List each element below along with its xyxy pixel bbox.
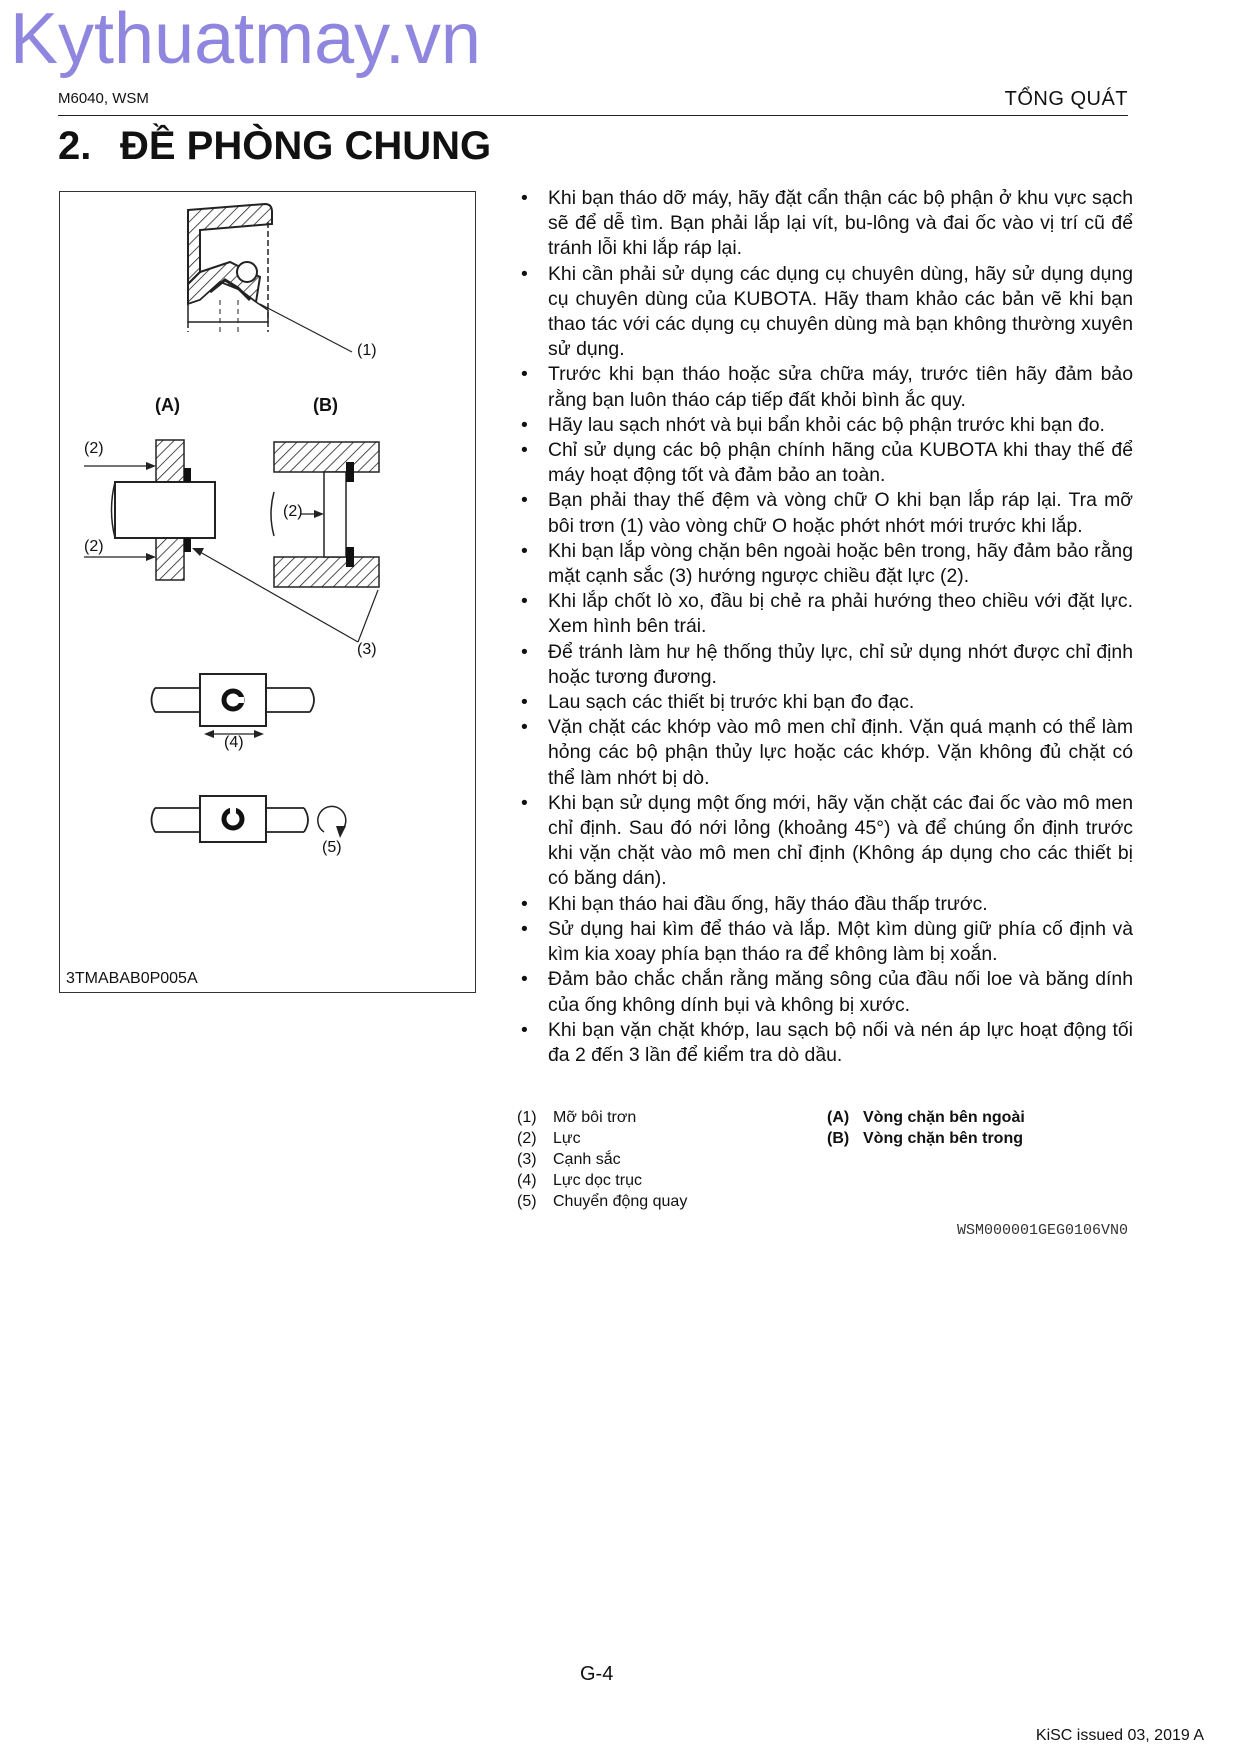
legend-row — [517, 1191, 687, 1212]
legend-key: (A) — [827, 1109, 850, 1126]
section-number: 2. — [58, 124, 92, 168]
legend-text: Cạnh sắc — [553, 1151, 621, 1168]
legend-key: (B) — [827, 1130, 850, 1147]
legend-text: Chuyển động quay — [553, 1193, 688, 1210]
legend-row — [517, 1107, 687, 1128]
precaution-item: • Lau sạch các thiết bị trước khi bạn đo đạc. — [519, 690, 1133, 715]
header-divider — [58, 115, 1128, 116]
legend-text: Vòng chặn bên ngoài — [863, 1109, 1025, 1126]
illustration-panel — [59, 191, 476, 993]
callout-5: (5) — [322, 839, 342, 856]
issue-footer: KiSC issued 03, 2019 A — [1035, 1727, 1204, 1744]
callout-3: (3) — [357, 641, 377, 658]
callout-2a: (2) — [84, 440, 104, 457]
precaution-item: • Bạn phải thay thế đệm và vòng chữ O khi bạn lắp ráp lại. Tra mỡ bôi trơn (1) vào vòng chữ O hoặc phớt nhớt mới trước khi lắp. — [519, 488, 1133, 538]
label-a: (A) — [155, 395, 180, 415]
watermark-logo: Kythuatmay.vn — [10, 0, 481, 79]
precaution-item: • Chỉ sử dụng các bộ phận chính hãng của KUBOTA khi thay thế để máy hoạt động tốt và đảm bảo an toàn. — [519, 438, 1133, 488]
precaution-item: • Để tránh làm hư hệ thống thủy lực, chỉ sử dụng nhớt được chỉ định hoặc tương đương. — [519, 640, 1133, 690]
header-model: M6040, WSM — [58, 90, 149, 107]
legend-row — [517, 1149, 687, 1170]
precaution-item: • Khi bạn lắp vòng chặn bên ngoài hoặc bên trong, hãy đảm bảo rằng mặt cạnh sắc (3) hướng ngược chiều đặt lực (2). — [519, 539, 1133, 589]
legend-key: (2) — [517, 1130, 537, 1147]
legend-callouts — [517, 1107, 687, 1212]
legend-row — [827, 1107, 1025, 1128]
precaution-item: • Đảm bảo chắc chắn rằng măng sông của đầu nối loe và băng dính của ống không dính bụi và không bị xước. — [519, 967, 1133, 1017]
precaution-item: • Trước khi bạn tháo hoặc sửa chữa máy, trước tiên hãy đảm bảo rằng bạn luôn tháo cáp tiếp đất khỏi bình ắc quy. — [519, 362, 1133, 412]
legend-row — [827, 1128, 1025, 1149]
legend-key: (3) — [517, 1151, 537, 1168]
legend-row — [517, 1128, 687, 1149]
page-title — [58, 124, 491, 169]
legend-key: (1) — [517, 1109, 537, 1126]
callout-4: (4) — [224, 734, 244, 751]
precaution-item: • Khi bạn tháo dỡ máy, hãy đặt cẩn thận các bộ phận ở khu vực sạch sẽ để dễ tìm. Bạn phải lắp lại vít, bu-lông và đai ốc vào vị trí cũ để tránh lỗi khi lắp ráp lại. — [519, 186, 1133, 262]
legend-key: (4) — [517, 1172, 537, 1189]
legend-views — [827, 1107, 1025, 1149]
document-code: WSM000001GEG0106VN0 — [956, 1222, 1128, 1239]
precaution-item: • Sử dụng hai kìm để tháo và lắp. Một kìm dùng giữ phía cố định và kìm kia xoay phía bạn tháo ra để không làm bị xoắn. — [519, 917, 1133, 967]
figure-code: 3TMABAB0P005A — [66, 970, 198, 987]
precaution-item: • Khi cần phải sử dụng các dụng cụ chuyên dùng, hãy sử dụng dụng cụ chuyên dùng của KUBOTA. Hãy tham khảo các bản vẽ khi bạn thao tác với các dụng cụ chuyên dùng mà bạn không thường xuyên sử dụng. — [519, 262, 1133, 363]
precaution-item: • Khi lắp chốt lò xo, đầu bị chẻ ra phải hướng theo chiều với đặt lực. Xem hình bên trái. — [519, 589, 1133, 639]
callout-2b: (2) — [84, 538, 104, 555]
legend-text: Lực dọc trục — [553, 1172, 642, 1189]
external-circlip-drawing — [84, 440, 215, 580]
header-section: TỔNG QUÁT — [1004, 88, 1128, 110]
oil-seal-drawing — [188, 204, 352, 352]
legend-text: Vòng chặn bên trong — [863, 1130, 1023, 1147]
page-number: G-4 — [580, 1663, 614, 1685]
legend-text: Mỡ bôi trơn — [553, 1109, 637, 1126]
section-title: ĐỀ PHÒNG CHUNG — [120, 124, 492, 168]
precaution-item: • Khi bạn tháo hai đầu ống, hãy tháo đầu thấp trước. — [519, 892, 1133, 917]
precaution-item: • Khi bạn sử dụng một ống mới, hãy vặn chặt các đai ốc vào mô men chỉ định. Sau đó nới lỏng (khoảng 45°) và để chúng ổn định trước khi vặn chặt vào mô men chỉ định (Không áp dụng cho các thiết bị có băng dán). — [519, 791, 1133, 892]
precaution-item: • Khi bạn vặn chặt khớp, lau sạch bộ nối và nén áp lực hoạt động tối đa 2 đến 3 lần để kiểm tra dò dầu. — [519, 1018, 1133, 1068]
leader-sharp-edge-b — [358, 590, 378, 642]
legend-row — [517, 1170, 687, 1191]
label-b: (B) — [313, 395, 338, 415]
callout-1: (1) — [357, 342, 377, 359]
legend-text: Lực — [553, 1130, 581, 1147]
precaution-item: • Hãy lau sạch nhớt và bụi bẩn khỏi các bộ phận trước khi bạn đo. — [519, 413, 1133, 438]
callout-2c: (2) — [283, 503, 303, 520]
spring-pin-axial-drawing — [152, 674, 315, 738]
seal-and-ring-diagram — [60, 192, 477, 994]
precaution-list — [519, 186, 1133, 1068]
precaution-item: • Vặn chặt các khớp vào mô men chỉ định. Vặn quá mạnh có thể làm hỏng các bộ phận thủy lực hoặc các khớp. Vặn không đủ chặt có thể làm nhớt bị dò. — [519, 715, 1133, 791]
legend-key: (5) — [517, 1193, 537, 1210]
spring-pin-rotation-drawing — [152, 796, 347, 842]
